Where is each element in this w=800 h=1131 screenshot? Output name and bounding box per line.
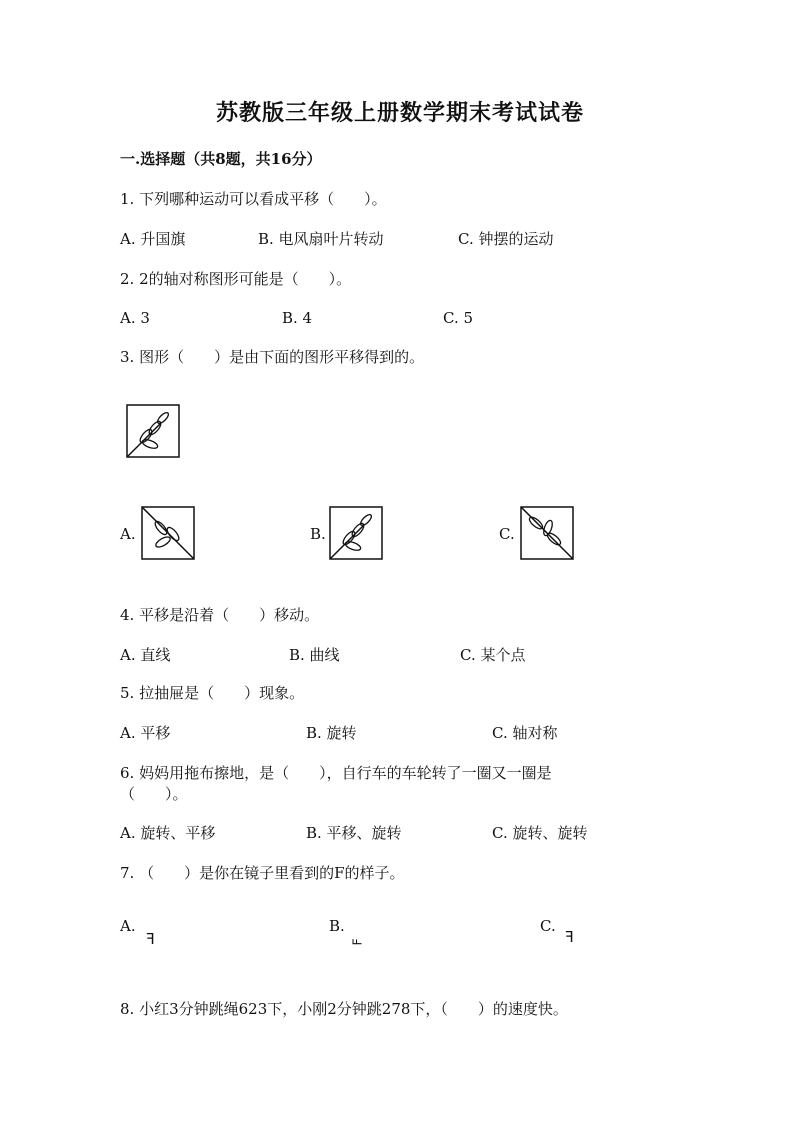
q7-option-b-glyph[interactable]: F (350, 938, 365, 946)
q2-option-c[interactable]: C. 5 (443, 309, 474, 327)
question-3: 3. 图形（ ）是由下面的图形平移得到的。 (120, 348, 425, 366)
leaf-figure-option-b[interactable] (329, 506, 383, 560)
q6-option-a[interactable]: A. 旋转、平移 (120, 824, 216, 842)
question-4: 4. 平移是沿着（ ）移动。 (120, 606, 320, 624)
q5-option-c[interactable]: C. 轴对称 (492, 724, 558, 742)
q1-option-b[interactable]: B. 电风扇叶片转动 (258, 230, 384, 248)
q1-option-a[interactable]: A. 升国旗 (120, 230, 186, 248)
leaf-figure-option-c[interactable] (520, 506, 574, 560)
q4-option-a[interactable]: A. 直线 (120, 646, 171, 664)
question-7: 7. （ ）是你在镜子里看到的F的样子。 (120, 864, 405, 882)
question-8: 8. 小红3分钟跳绳623下，小刚2分钟跳278下，（ ）的速度快。 (120, 1000, 568, 1018)
leaf-figure-original (126, 404, 180, 458)
question-2: 2. 2的轴对称图形可能是（ ）。 (120, 270, 352, 288)
q3-option-a-label[interactable]: A. (120, 525, 136, 543)
section-heading: 一.选择题（共8题，共16分） (120, 150, 322, 168)
question-5: 5. 拉抽屉是（ ）现象。 (120, 684, 305, 702)
q7-option-c-glyph[interactable]: F (565, 928, 575, 946)
q1-option-c[interactable]: C. 钟摆的运动 (458, 230, 554, 248)
q3-option-b-label[interactable]: B. (310, 525, 326, 543)
q7-option-a-glyph[interactable]: F (146, 930, 156, 948)
q2-option-a[interactable]: A. 3 (120, 309, 150, 327)
q5-option-b[interactable]: B. 旋转 (306, 724, 357, 742)
question-6-line-1: 6. 妈妈用拖布擦地，是（ ），自行车的车轮转了一圈又一圈是 (120, 764, 552, 782)
leaf-figure-option-a[interactable] (141, 506, 195, 560)
q7-option-b-label[interactable]: B. (329, 917, 345, 935)
question-1: 1. 下列哪种运动可以看成平移（ ）。 (120, 190, 387, 208)
q5-option-a[interactable]: A. 平移 (120, 724, 171, 742)
q6-option-c[interactable]: C. 旋转、旋转 (492, 824, 588, 842)
page-title: 苏教版三年级上册数学期末考试试卷 (215, 100, 584, 126)
q4-option-b[interactable]: B. 曲线 (289, 646, 340, 664)
q4-option-c[interactable]: C. 某个点 (460, 646, 526, 664)
q7-option-c-label[interactable]: C. (540, 917, 556, 935)
q7-option-a-label[interactable]: A. (120, 917, 136, 935)
question-6-line-2: （ ）。 (120, 785, 188, 803)
q2-option-b[interactable]: B. 4 (282, 309, 313, 327)
q3-option-c-label[interactable]: C. (499, 525, 515, 543)
q6-option-b[interactable]: B. 平移、旋转 (306, 824, 402, 842)
